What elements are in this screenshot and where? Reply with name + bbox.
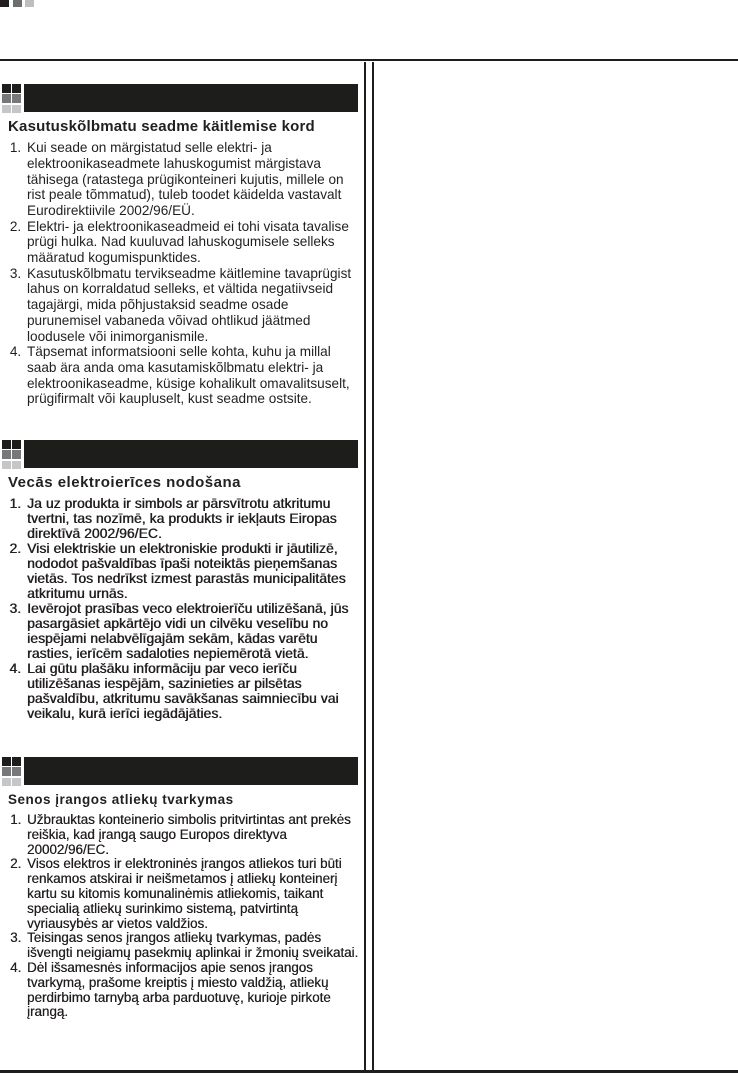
list-item: 2. Visi elektriskie un elektroniskie produkti ir jāutilizē, nododot pašvaldības īpaši noteiktās pieņemšanas vietās. Tos nedrīkst izmest parastās municipalitātes atkritumu urnās. (25, 541, 361, 601)
page-corner-marks (0, 0, 34, 7)
checker-icon (2, 757, 21, 786)
section-lithuanian (0, 757, 358, 1020)
section-header (0, 757, 358, 786)
bottom-rule (0, 1070, 738, 1073)
list-item: 2. Visos elektros ir elektroninės įrangos atliekos turi būti renkamos atskirai ir neišmetamos į atliekų konteinerį kartu su kitomis komunalinėmis atliekomis, taikant specialią atliekų surinkimo sistemą, patvirtintą vyriausybės ar vietos valdžios. (25, 857, 365, 931)
checker-square (12, 767, 21, 776)
right-column-empty (374, 62, 738, 1070)
column-divider-left (364, 62, 366, 1070)
list-item: 1. Užbrauktas konteinerio simbolis pritvirtintas ant prekės reiškia, kad įrangą saugo Europos direktyva 20002/96/EC. (25, 813, 365, 857)
checker-square (2, 767, 11, 776)
checker-square (2, 450, 11, 459)
checker-square (12, 757, 21, 766)
top-rule (0, 59, 738, 61)
checker-square (12, 461, 21, 470)
section-header-bar (24, 440, 358, 468)
checker-square (12, 84, 21, 93)
checker-square (2, 778, 11, 787)
corner-mark-black (0, 0, 9, 7)
list-item: 2. Elektri- ja elektroonikaseadmeid ei tohi visata tavalise prügi hulka. Nad kuuluvad lahuskogumisele selleks määratud kogumispunktides. (25, 219, 358, 266)
checker-square (2, 461, 11, 470)
checker-square (2, 757, 11, 766)
checker-square (12, 94, 21, 103)
section-latvian (0, 440, 358, 721)
corner-mark-light (25, 0, 34, 7)
checker-icon (2, 440, 21, 469)
checker-square (12, 450, 21, 459)
list-item: 3. Teisingas senos įrangos atliekų tvarkymas, padės išvengti neigiamų pasekmių aplinkai ir žmonių sveikatai. (25, 931, 365, 961)
disposal-instructions-list (8, 496, 361, 721)
checker-square (2, 440, 11, 449)
checker-square (12, 440, 21, 449)
checker-icon (2, 84, 21, 113)
disposal-instructions-list (8, 140, 358, 407)
list-item: 4. Täpsemat informatsiooni selle kohta, kuhu ja millal saab ära anda oma kasutamiskõlbmatu elektri- ja elektroonikaseadme, küsige kohalikult omavalitsuselt, prügifirmalt või kaupluselt, kust seadme ostsite. (25, 344, 358, 407)
section-header (0, 84, 358, 113)
checker-square (2, 84, 11, 93)
section-header-bar (24, 757, 358, 785)
checker-square (12, 105, 21, 114)
list-item: 1. Kui seade on märgistatud selle elektri- ja elektroonikaseadmete lahuskogumist märgistava tähisega (ratastega prügikonteineri kujutis, millele on rist peale tõmmatud), tuleb toodet käidelda vastavalt Eurodirektiivile 2002/96/EÜ. (25, 140, 358, 219)
corner-mark-gray (13, 0, 22, 7)
list-item: 1. Ja uz produkta ir simbols ar pārsvītrotu atkritumu tvertni, tas nozīmē, ka produkts ir iekļauts Eiropas direktīvā 2002/96/EC. (25, 496, 361, 541)
section-heading: Vecās elektroierīces nodošana (8, 474, 241, 492)
section-header-bar (24, 84, 358, 112)
section-heading: Kasutuskõlbmatu seadme käitlemise kord (8, 118, 315, 136)
list-item: 4. Dėl išsamesnės informacijos apie senos įrangos tvarkymą, prašome kreiptis į miesto valdžią, atliekų perdirbimo tarnybą arba parduotuvę, kurioje pirkote įrangą. (25, 961, 365, 1020)
list-item: 3. Kasutuskõlbmatu tervikseadme käitlemine tavaprügist lahus on korraldatud selleks, et vältida negatiivseid tagajärgi, mida põhjustaksid seadme osade purunemisel vabaneda võivad ohtlikud jäätmed loodusele või inimorganismile. (25, 266, 358, 345)
section-heading: Senos įrangos atliekų tvarkymas (8, 792, 234, 808)
disposal-instructions-list (8, 813, 365, 1020)
list-item: 3. Ievērojot prasības veco elektroierīču utilizēšanā, jūs pasargāsiet apkārtējo vidi un cilvēku veselību no iespējami nelabvēlīgajām sekām, kādas varētu rasties, ierīcēm sadaloties nepiemērotā vietā. (25, 601, 361, 661)
checker-square (12, 778, 21, 787)
section-estonian (0, 84, 358, 407)
section-header (0, 440, 358, 469)
checker-square (2, 105, 11, 114)
checker-square (2, 94, 11, 103)
list-item: 4. Lai gūtu plašāku informāciju par veco ierīču utilizēšanas iespējām, sazinieties ar pilsētas pašvaldību, atkritumu savākšanas saimniecību vai veikalu, kurā ierīci iegādājāties. (25, 661, 361, 721)
